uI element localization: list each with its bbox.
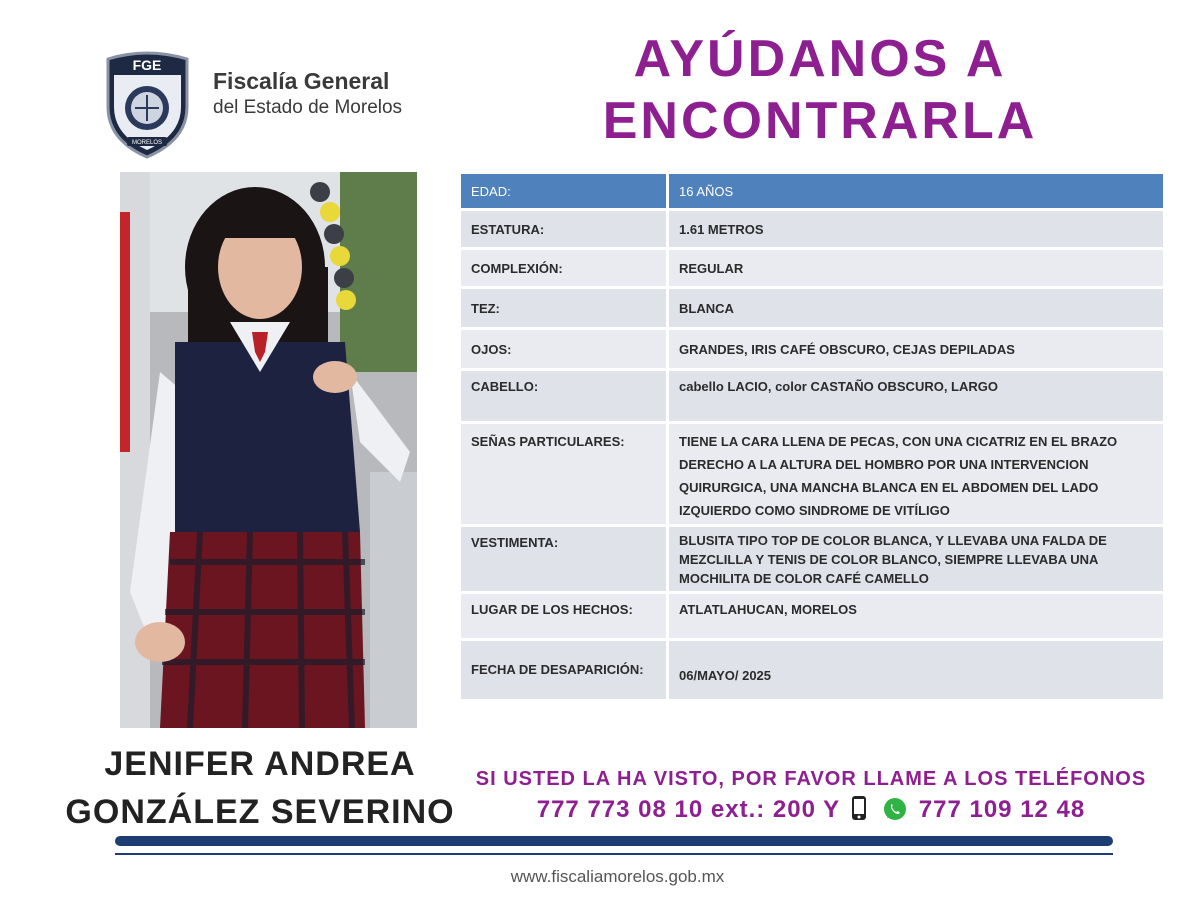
row-label: VESTIMENTA:	[461, 527, 669, 591]
row-value: ATLATLAHUCAN, MORELOS	[669, 594, 1163, 638]
row-label: FECHA DE DESAPARICIÓN:	[461, 641, 669, 699]
info-table	[461, 171, 1163, 702]
phone-number-1: 777 773 08 10 ext.: 200 Y	[536, 796, 840, 823]
name-line1: JENIFER ANDREA	[104, 745, 416, 783]
row-value: cabello LACIO, color CASTAÑO OBSCURO, LARGO	[669, 371, 1163, 421]
row-label: LUGAR DE LOS HECHOS:	[461, 594, 669, 638]
org-line2: del Estado de Morelos	[213, 97, 403, 118]
person-name	[60, 740, 460, 836]
row-value: TIENE LA CARA LLENA DE PECAS, CON UNA CICATRIZ EN EL BRAZO DERECHO A LA ALTURA DEL HOMBRO POR UNA INTERVENCION QUIRURGICA, UNA MANCHA BLANCA EN EL ABDOMEN DEL LADO IZQUIERDO COMO SINDROME DE VITÍLIGO	[669, 424, 1163, 524]
table-row	[461, 527, 1163, 591]
row-label: COMPLEXIÓN:	[461, 250, 669, 286]
contact-phones	[466, 795, 1156, 824]
table-row	[461, 174, 1163, 208]
table-row	[461, 211, 1163, 247]
table-row	[461, 594, 1163, 638]
mobile-phone-icon	[851, 795, 867, 821]
row-label: TEZ:	[461, 289, 669, 327]
headline	[470, 28, 1170, 152]
row-label: ESTATURA:	[461, 211, 669, 247]
badge-label: FGE	[132, 57, 162, 73]
table-row	[461, 330, 1163, 368]
row-label: OJOS:	[461, 330, 669, 368]
website-link[interactable]: www.fiscaliamorelos.gob.mx	[510, 867, 725, 886]
name-line2: GONZÁLEZ SEVERINO	[65, 793, 455, 831]
table-row	[461, 289, 1163, 327]
organization-name	[213, 70, 402, 117]
table-row	[461, 641, 1163, 699]
shield-badge-icon	[100, 45, 195, 160]
row-value: GRANDES, IRIS CAFÉ OBSCURO, CEJAS DEPILADAS	[669, 330, 1163, 368]
table-row	[461, 371, 1163, 421]
footer-divider-thin	[115, 853, 1113, 855]
row-value: BLUSITA TIPO TOP DE COLOR BLANCA, Y LLEVABA UNA FALDA DE MEZCLILLA Y TENIS DE COLOR BLANCO, SIEMPRE LLEVABA UNA MOCHILITA DE COLOR CAFÉ CAMELLO	[669, 527, 1163, 591]
row-value: BLANCA	[669, 289, 1163, 327]
row-label: CABELLO:	[461, 371, 669, 421]
row-label: EDAD:	[461, 174, 669, 208]
row-label: SEÑAS PARTICULARES:	[461, 424, 669, 524]
row-value: REGULAR	[669, 250, 1163, 286]
whatsapp-icon	[883, 797, 907, 821]
row-value: 06/MAYO/ 2025	[669, 641, 1163, 699]
headline-line1: AYÚDANOS A	[633, 30, 1007, 88]
headline-line2: ENCONTRARLA	[602, 92, 1038, 150]
table-row	[461, 424, 1163, 524]
org-line1: Fiscalía General	[213, 68, 390, 94]
footer-divider-thick	[115, 836, 1113, 846]
row-value: 16 AÑOS	[669, 174, 1163, 208]
row-value: 1.61 METROS	[669, 211, 1163, 247]
missing-person-photo	[120, 172, 417, 728]
contact-message: SI USTED LA HA VISTO, POR FAVOR LLAME A LOS TELÉFONOS	[475, 768, 1147, 790]
badge-bottom-label: MORELOS	[131, 140, 163, 146]
table-row	[461, 250, 1163, 286]
phone-number-2: 777 109 12 48	[918, 796, 1086, 823]
